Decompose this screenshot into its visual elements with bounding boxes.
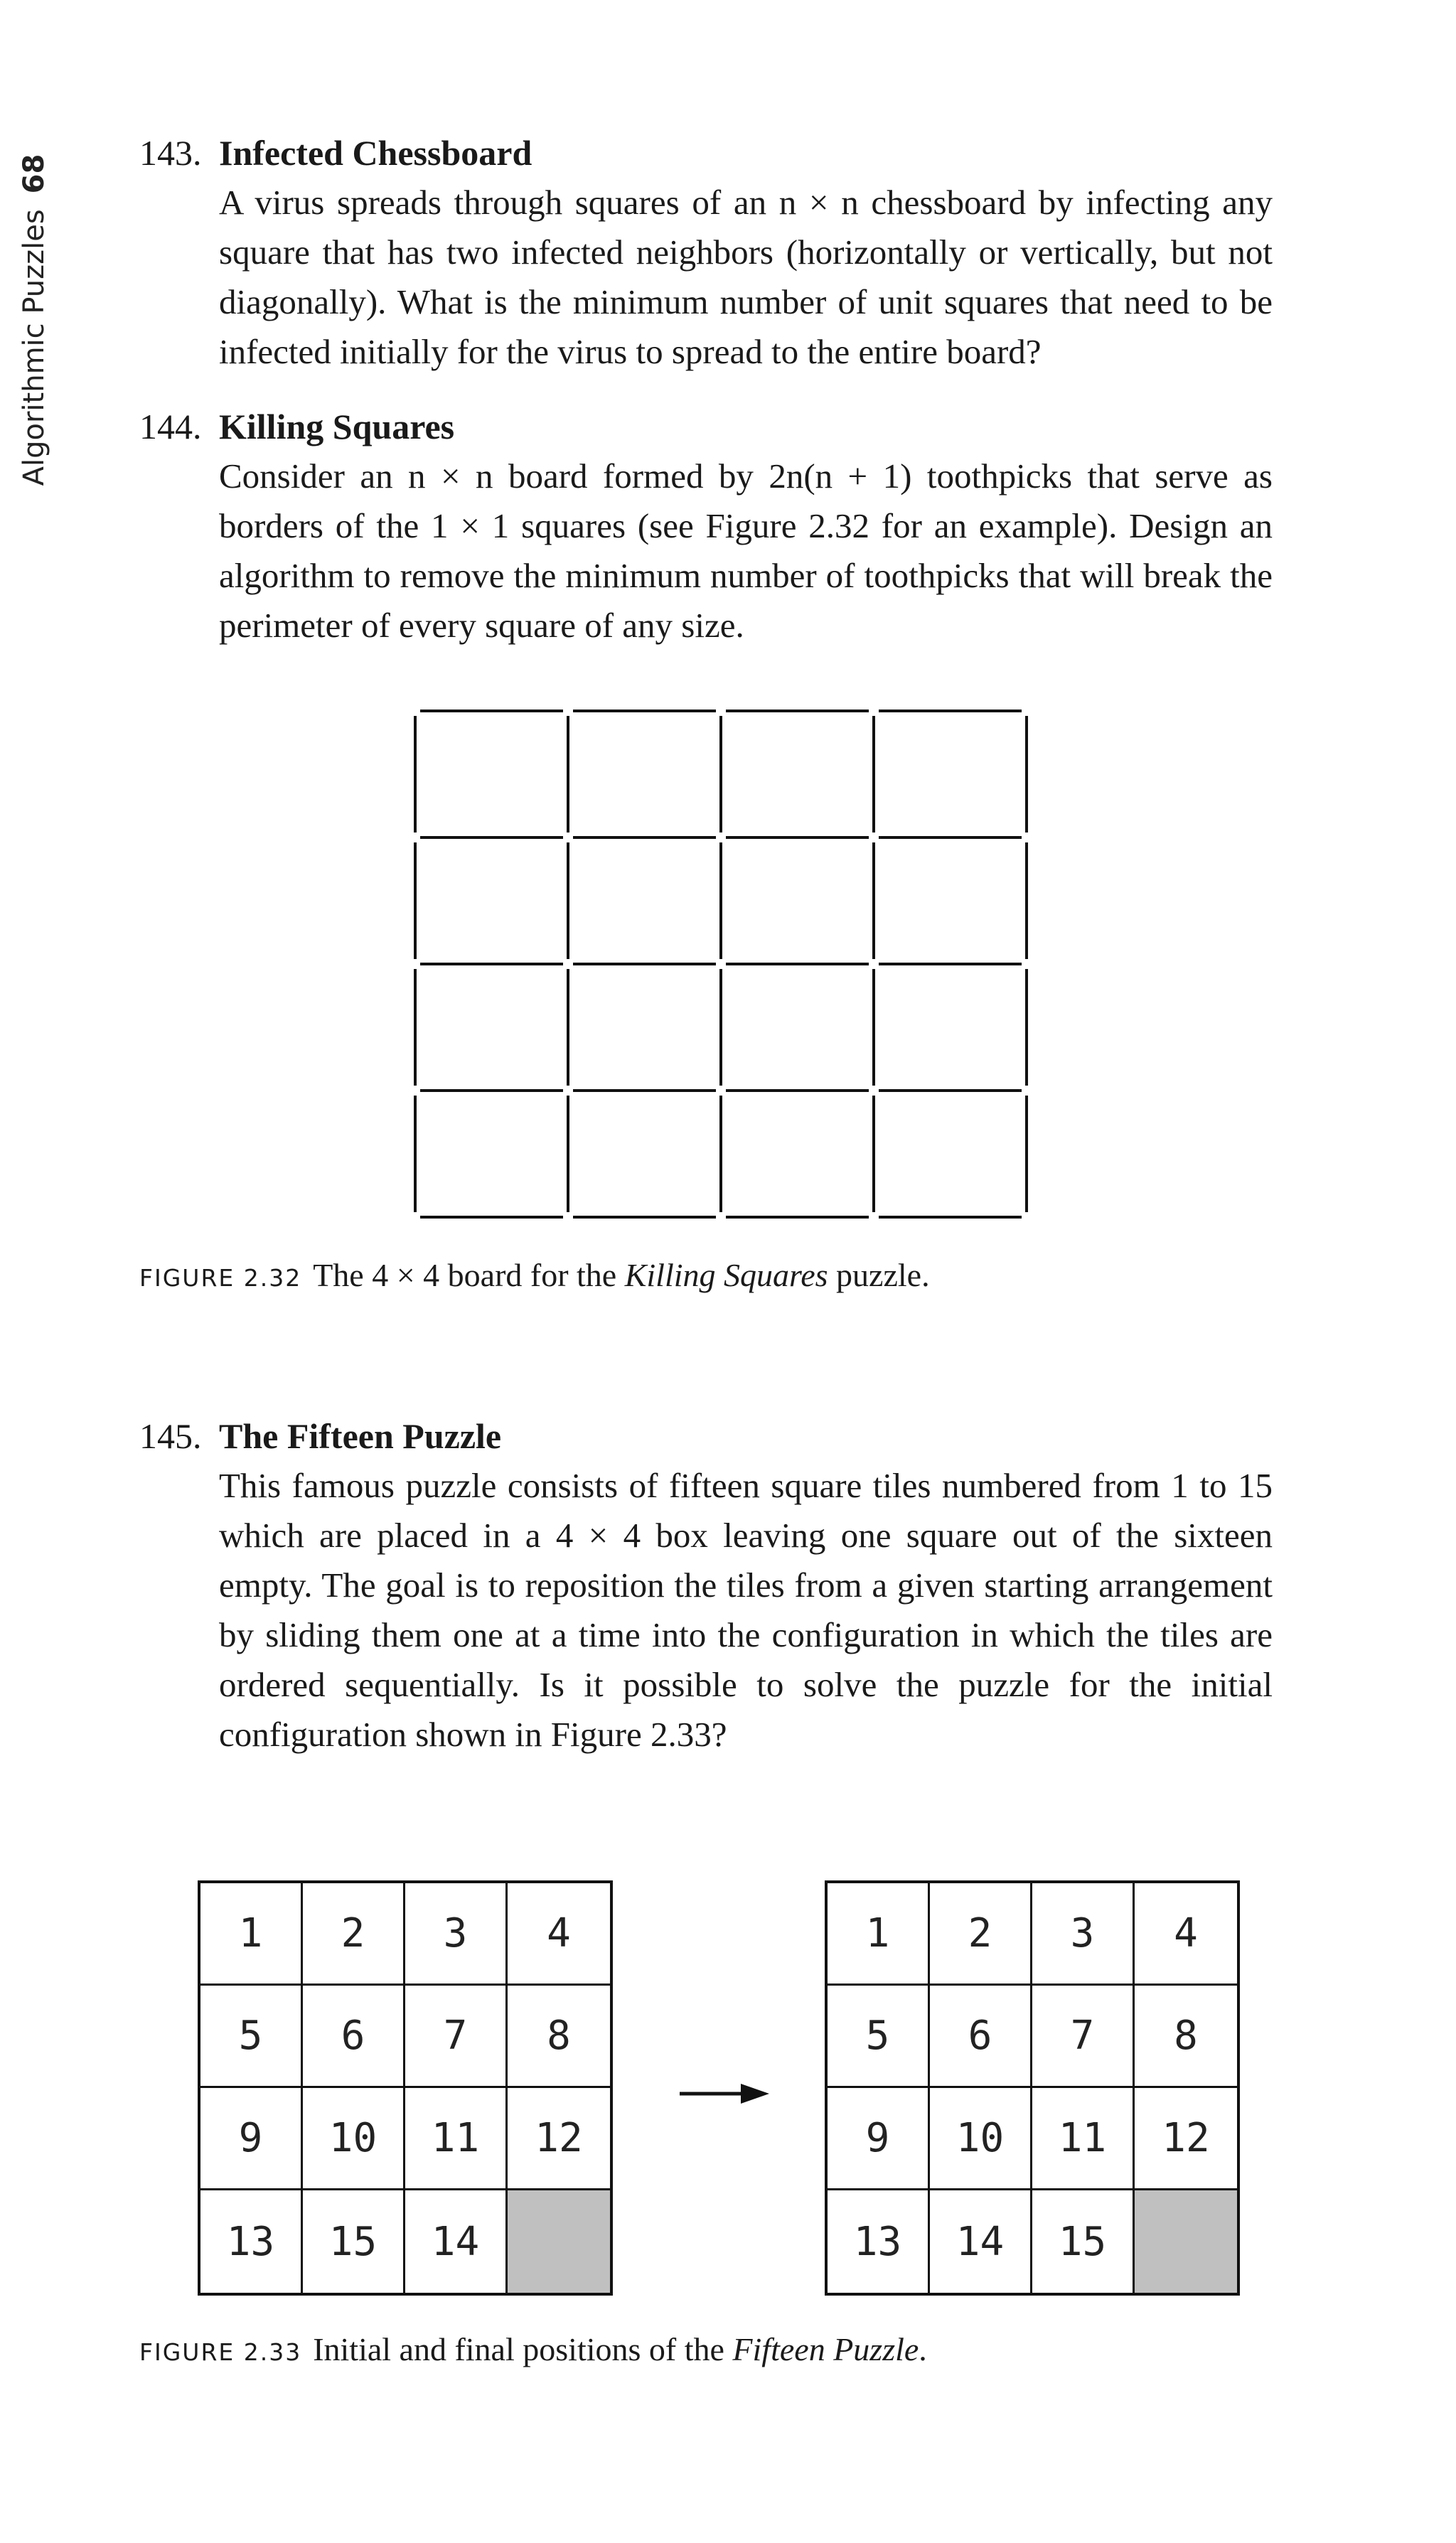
puzzle-tile: 3 <box>405 1883 508 1986</box>
problem-body: Consider an n × n board formed by 2n(n + 1) toothpicks that serve as borders of the 1 × 1 squares (see Figure 2.32 for an example). Design an algorithm to remove the minimum number of toothpicks that will break the perimeter of every square of any size. <box>219 456 1273 645</box>
puzzle-tile: 5 <box>828 1986 930 2088</box>
caption-text: Initial and final positions of the <box>313 2331 733 2367</box>
arrow-right-icon <box>675 2072 775 2115</box>
puzzle-tile: 7 <box>405 1986 508 2088</box>
running-head <box>13 142 55 498</box>
puzzle-tile: 8 <box>508 1986 610 2088</box>
puzzle-initial-board <box>198 1880 613 2296</box>
puzzle-tile: 4 <box>508 1883 610 1986</box>
caption-text-end: . <box>919 2331 927 2367</box>
problem-title-text: Killing Squares <box>219 407 455 446</box>
puzzle-tile: 2 <box>303 1883 405 1986</box>
problem-body: This famous puzzle consists of fifteen square tiles numbered from 1 to 15 which are placed in a 4 × 4 box leaving one square out of the sixteen empty. The goal is to reposition the tiles from a given starting arrangement by sliding them one at a time into the configuration in which the tiles are ordered sequentially. Is it possible to solve the puzzle for the initial configuration shown in Figure 2.33? <box>219 1466 1273 1754</box>
toothpick-board <box>408 704 1034 1230</box>
problem-143 <box>139 128 1273 377</box>
puzzle-tile: 15 <box>303 2190 405 2293</box>
puzzle-tile: 11 <box>405 2088 508 2190</box>
figure-2-33-caption <box>139 2328 927 2374</box>
puzzle-tile: 7 <box>1032 1986 1135 2088</box>
puzzle-tile: 6 <box>303 1986 405 2088</box>
figure-label: FIGURE 2.33 <box>139 2338 302 2366</box>
puzzle-tile: 14 <box>930 2190 1032 2293</box>
problem-145 <box>139 1411 1273 1760</box>
problem-title <box>139 128 1273 178</box>
empty-tile <box>508 2190 610 2293</box>
problem-number: 145. <box>139 1416 202 1456</box>
puzzle-tile: 11 <box>1032 2088 1135 2190</box>
puzzle-tile: 12 <box>1135 2088 1237 2190</box>
puzzle-tile: 13 <box>200 2190 303 2293</box>
figure-2-32-caption <box>139 1254 930 1300</box>
puzzle-tile: 3 <box>1032 1883 1135 1986</box>
puzzle-tile: 1 <box>828 1883 930 1986</box>
problem-number: 144. <box>139 407 202 446</box>
page-number: 68 <box>18 154 50 194</box>
problem-title <box>139 402 1273 451</box>
problem-title-text: The Fifteen Puzzle <box>219 1416 502 1456</box>
figure-label: FIGURE 2.32 <box>139 1264 302 1292</box>
puzzle-tile: 10 <box>930 2088 1032 2190</box>
puzzle-tile: 6 <box>930 1986 1032 2088</box>
problem-number: 143. <box>139 133 202 173</box>
caption-text-end: puzzle. <box>828 1257 930 1293</box>
problem-144 <box>139 402 1273 651</box>
puzzle-tile: 8 <box>1135 1986 1237 2088</box>
caption-italic: Fifteen Puzzle <box>732 2331 919 2367</box>
puzzle-tile: 15 <box>1032 2190 1135 2293</box>
caption-text: The 4 × 4 board for the <box>313 1257 625 1293</box>
puzzle-tile: 2 <box>930 1883 1032 1986</box>
caption-italic: Killing Squares <box>624 1257 828 1293</box>
puzzle-tile: 4 <box>1135 1883 1237 1986</box>
problem-title <box>139 1411 1273 1461</box>
puzzle-tile: 12 <box>508 2088 610 2190</box>
puzzle-tile: 14 <box>405 2190 508 2293</box>
puzzle-tile: 9 <box>828 2088 930 2190</box>
puzzle-tile: 5 <box>200 1986 303 2088</box>
problem-body: A virus spreads through squares of an n × n chessboard by infecting any square that has two infected neighbors (horizontally or vertically, but not diagonally). What is the minimum number of unit squares that need to be infected initially for the virus to spread to the entire board? <box>219 183 1273 371</box>
puzzle-tile: 10 <box>303 2088 405 2190</box>
puzzle-tile: 13 <box>828 2190 930 2293</box>
puzzle-tile: 1 <box>200 1883 303 1986</box>
puzzle-tile: 9 <box>200 2088 303 2190</box>
empty-tile <box>1135 2190 1237 2293</box>
problem-title-text: Infected Chessboard <box>219 133 532 173</box>
puzzle-final-board <box>825 1880 1240 2296</box>
running-title: Algorithmic Puzzles <box>18 209 50 486</box>
toothpick-board-figure <box>408 704 1034 1230</box>
